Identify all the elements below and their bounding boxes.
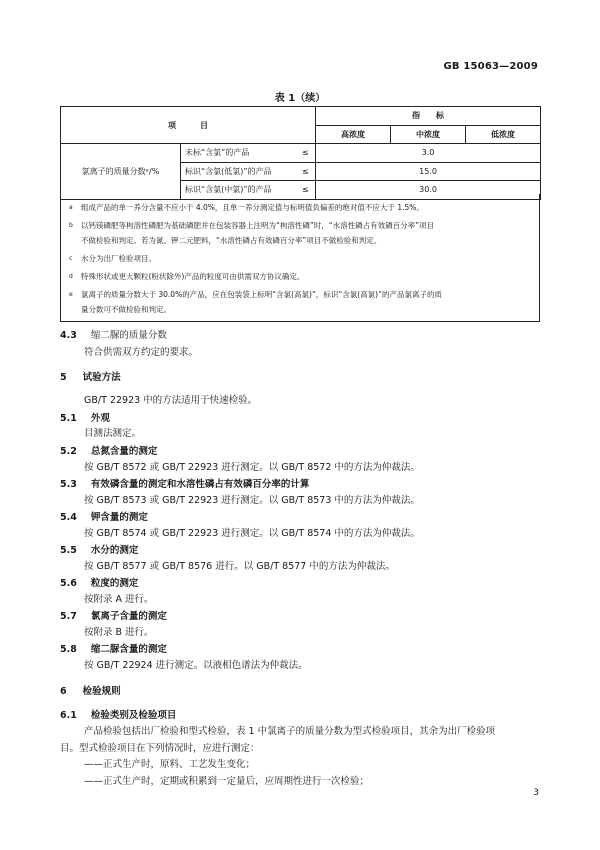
section-heading-5-7: 5.7 氯离子含量的测定 [60, 611, 167, 622]
table-note: 不做检验和判定。若为氮、钾二元肥料，“水溶性磷占有效磷百分率”项目不做检验和判定。 [81, 236, 382, 245]
section-body-5-6: 按附录 A 进行。 [84, 594, 154, 605]
table-notes [60, 194, 540, 322]
section-body-5: GB/T 22923 中的方法适用于快速检验。 [84, 395, 258, 406]
row-operator: ≤ [296, 181, 316, 200]
table-note: 量分数可不做检验和判定。 [81, 305, 171, 314]
list-item: ——正式生产时，定期或积累到一定量后，应周期性进行一次检验； [84, 776, 370, 787]
section-heading-5-1: 5.1 外观 [60, 413, 110, 424]
table-note: b 以钙镁磷肥等枸溶性磷肥为基础磷肥并在包装容器上注明为“枸溶性磷”时，“水溶性磷占有效磷百分率”项目 [69, 221, 435, 230]
row-operator: ≤ [296, 162, 316, 181]
section-body-5-4: 按 GB/T 8574 或 GB/T 22923 进行测定。以 GB/T 8574 中的方法为仲裁法。 [84, 528, 420, 539]
section-body-5-2: 按 GB/T 8572 或 GB/T 22923 进行测定。以 GB/T 8572 中的方法为仲裁法。 [84, 462, 420, 473]
row-value: 30.0 [316, 181, 541, 200]
row-label: 标识“含氯(低氯)”的产品 [181, 162, 296, 181]
section-body-5-1: 目测法测定。 [84, 428, 142, 439]
standard-code: GB 15063—2009 [443, 61, 538, 72]
section-heading-5-2: 5.2 总氮含量的测定 [60, 446, 158, 457]
header-mid-cell: 中浓度 [391, 125, 466, 144]
table-note: c 水分为出厂检验项目。 [69, 254, 156, 263]
header-index-cell: 指 标 [316, 107, 541, 126]
paragraph-line: 目。型式检验项目在下列情况时，应进行测定： [60, 743, 260, 754]
row-value: 15.0 [316, 162, 541, 181]
row-operator: ≤ [296, 144, 316, 163]
paragraph-line: 产品检验包括出厂检验和型式检验，表 1 中氯离子的质量分数为型式检验项目，其余为出厂检验项 [84, 726, 496, 737]
section-heading-5-5: 5.5 水分的测定 [60, 545, 139, 556]
table-note: d 特殊形状或更大颗粒(粉状除外)产品的粒度可由供需双方协议确定。 [69, 272, 305, 281]
section-heading-5-3: 5.3 有效磷含量的测定和水溶性磷占有效磷百分率的计算 [60, 479, 310, 490]
section-heading-6-1: 6.1 检验类别及检验项目 [60, 710, 177, 721]
section-body-5-3: 按 GB/T 8573 或 GB/T 22923 进行测定。以 GB/T 8573 中的方法为仲裁法。 [84, 495, 420, 506]
table-note: a 组成产品的单一养分含量不应小于 4.0%，且单一养分测定值与标明值负偏差的绝对值不应大于 1.5%。 [69, 203, 424, 212]
chloride-label-cell: 氯离子的质量分数ᵉ/% [61, 144, 181, 200]
section-body-5-5: 按 GB/T 8577 或 GB/T 8576 进行。以 GB/T 8577 中的方法为仲裁法。 [84, 561, 395, 572]
section-heading-5: 5 试验方法 [60, 372, 121, 383]
index-table [60, 106, 541, 200]
header-item-cell: 项 目 [61, 107, 316, 144]
section-heading-6: 6 检验规则 [60, 686, 121, 697]
list-item: ——正式生产时，原料、工艺发生变化； [84, 759, 256, 770]
header-high-cell: 高浓度 [316, 125, 391, 144]
table-note: e 氯离子的质量分数大于 30.0%的产品，应在包装袋上标明“含氯(高氯)”，标识“含氯(高氯)”的产品氯离子的质 [69, 290, 442, 299]
table-title: 表 1（续） [274, 93, 326, 104]
row-label: 未标“含氯”的产品 [181, 144, 296, 163]
header-low-cell: 低浓度 [466, 125, 541, 144]
section-heading-5-6: 5.6 粒度的测定 [60, 578, 139, 589]
section-body-5-7: 按附录 B 进行。 [84, 627, 154, 638]
section-heading-5-8: 5.8 缩二脲含量的测定 [60, 644, 167, 655]
row-value: 3.0 [316, 144, 541, 163]
page-number: 3 [533, 788, 539, 798]
section-body-4-3: 符合供需双方约定的要求。 [84, 347, 199, 358]
row-label: 标识“含氯(中氯)”的产品 [181, 181, 296, 200]
section-heading-5-4: 5.4 钾含量的测定 [60, 512, 148, 523]
section-body-5-8: 按 GB/T 22924 进行测定。以液相色谱法为仲裁法。 [84, 660, 308, 671]
section-heading-4-3: 4.3 缩二脲的质量分数 [60, 330, 167, 341]
